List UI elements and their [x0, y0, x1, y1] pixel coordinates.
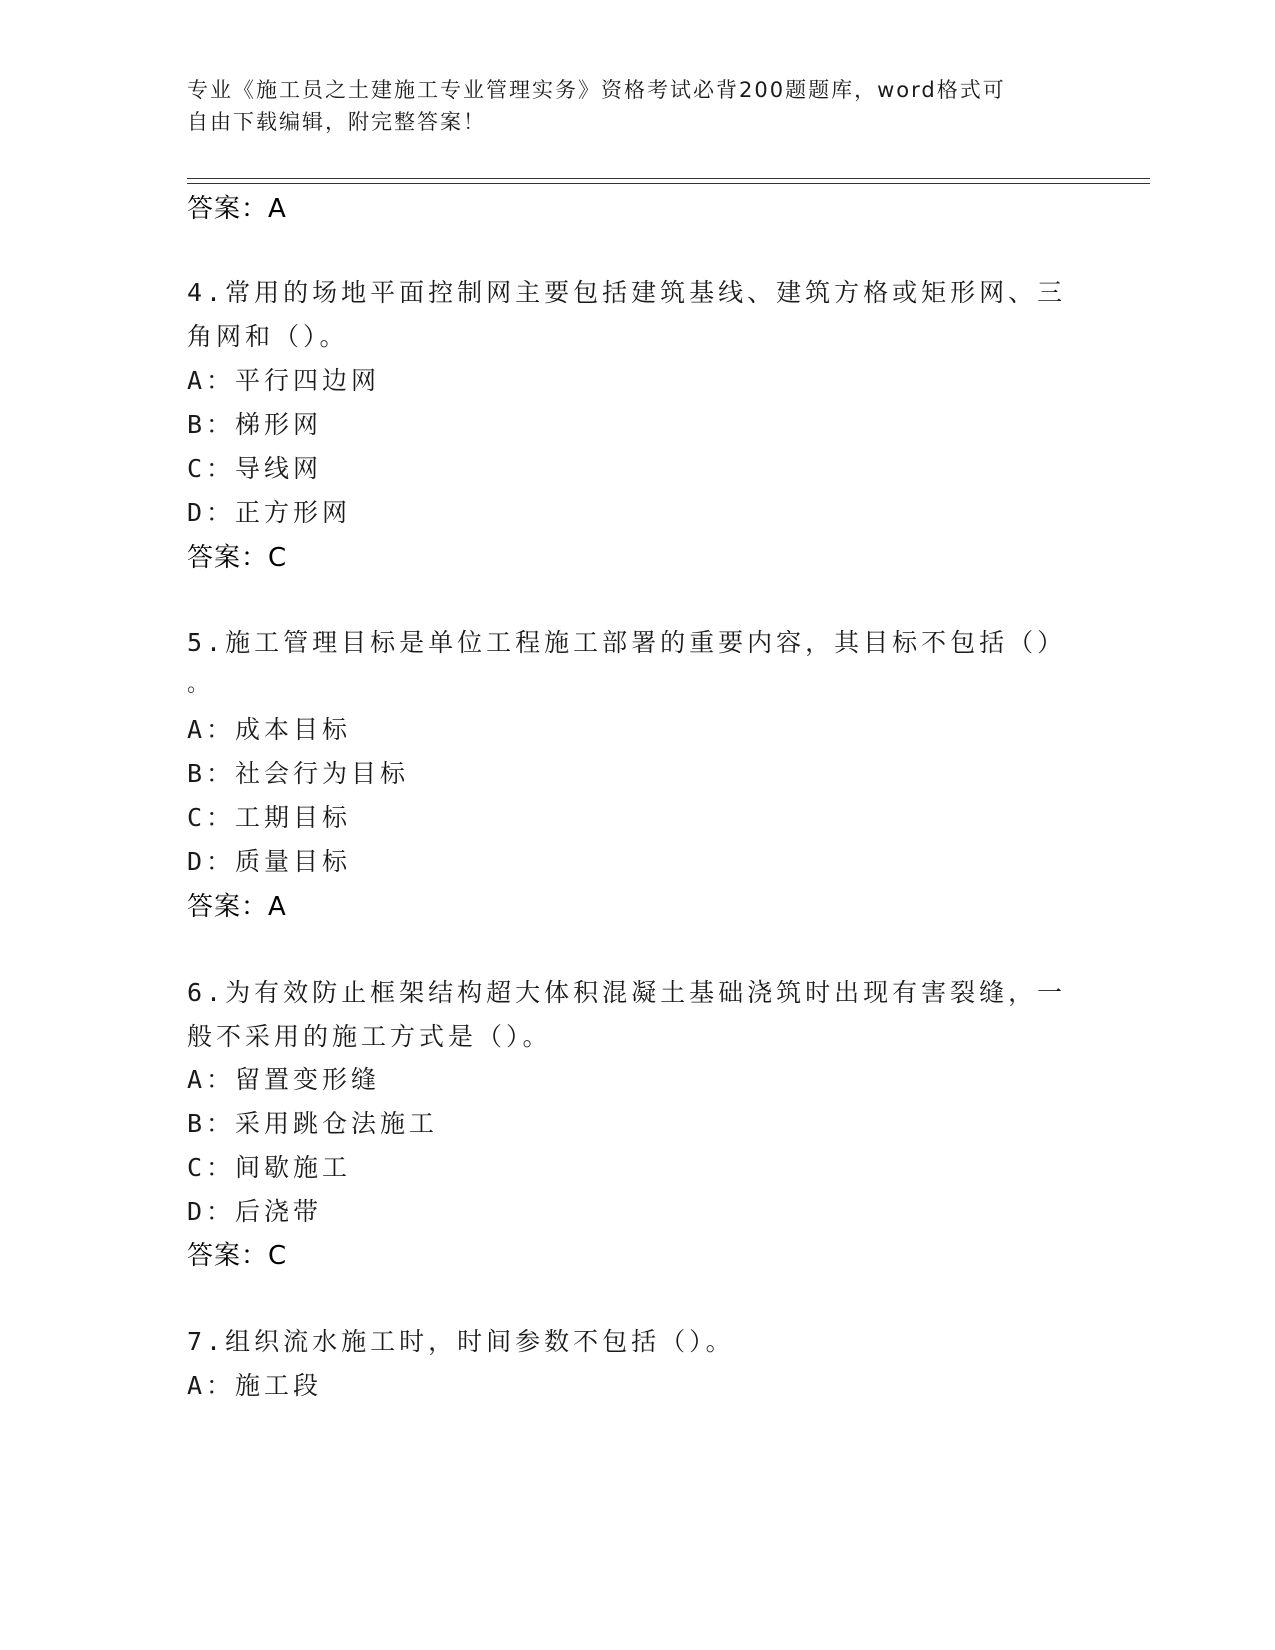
question-4-stem-cont: 角网和（）。: [187, 322, 349, 351]
header-divider-bottom: [187, 183, 1150, 184]
question-6-option-b: B：采用跳仓法施工: [187, 1109, 439, 1138]
question-5-option-b: B：社会行为目标: [187, 759, 410, 788]
question-6-option-c: C：间歇施工: [187, 1153, 352, 1182]
header-line-1: 专业《施工员之土建施工专业管理实务》资格考试必背200题题库，word格式可: [187, 78, 1006, 102]
question-4-stem: 4.常用的场地平面控制网主要包括建筑基线、建筑方格或矩形网、三: [187, 278, 1067, 307]
header-line-2: 自由下载编辑，附完整答案！: [187, 110, 486, 134]
question-5-option-d: D：质量目标: [187, 847, 352, 876]
question-5-option-c: C：工期目标: [187, 803, 352, 832]
answer-line: 答案：A: [187, 194, 287, 224]
question-5-stem-cont: 。: [187, 672, 214, 697]
question-7-stem: 7.组织流水施工时，时间参数不包括（）。: [187, 1327, 735, 1356]
question-4-option-a: A：平行四边网: [187, 366, 381, 395]
question-6-stem: 6.为有效防止框架结构超大体积混凝土基础浇筑时出现有害裂缝，一: [187, 978, 1067, 1007]
question-4-answer: 答案：C: [187, 543, 288, 573]
question-6-stem-cont: 般不采用的施工方式是（）。: [187, 1022, 552, 1051]
question-6-option-d: D：后浇带: [187, 1197, 323, 1226]
header-divider-top: [187, 178, 1150, 179]
question-6-answer: 答案：C: [187, 1241, 288, 1271]
question-4-option-d: D：正方形网: [187, 498, 352, 527]
question-4-option-b: B：梯形网: [187, 410, 323, 439]
question-6-option-a: A：留置变形缝: [187, 1065, 381, 1094]
document-header: [187, 74, 1067, 138]
question-5-answer: 答案：A: [187, 892, 287, 922]
question-5-stem: 5.施工管理目标是单位工程施工部署的重要内容，其目标不包括（）: [187, 628, 1067, 657]
question-7-option-a: A：施工段: [187, 1371, 323, 1400]
question-4-option-c: C：导线网: [187, 454, 323, 483]
question-5-option-a: A：成本目标: [187, 715, 352, 744]
